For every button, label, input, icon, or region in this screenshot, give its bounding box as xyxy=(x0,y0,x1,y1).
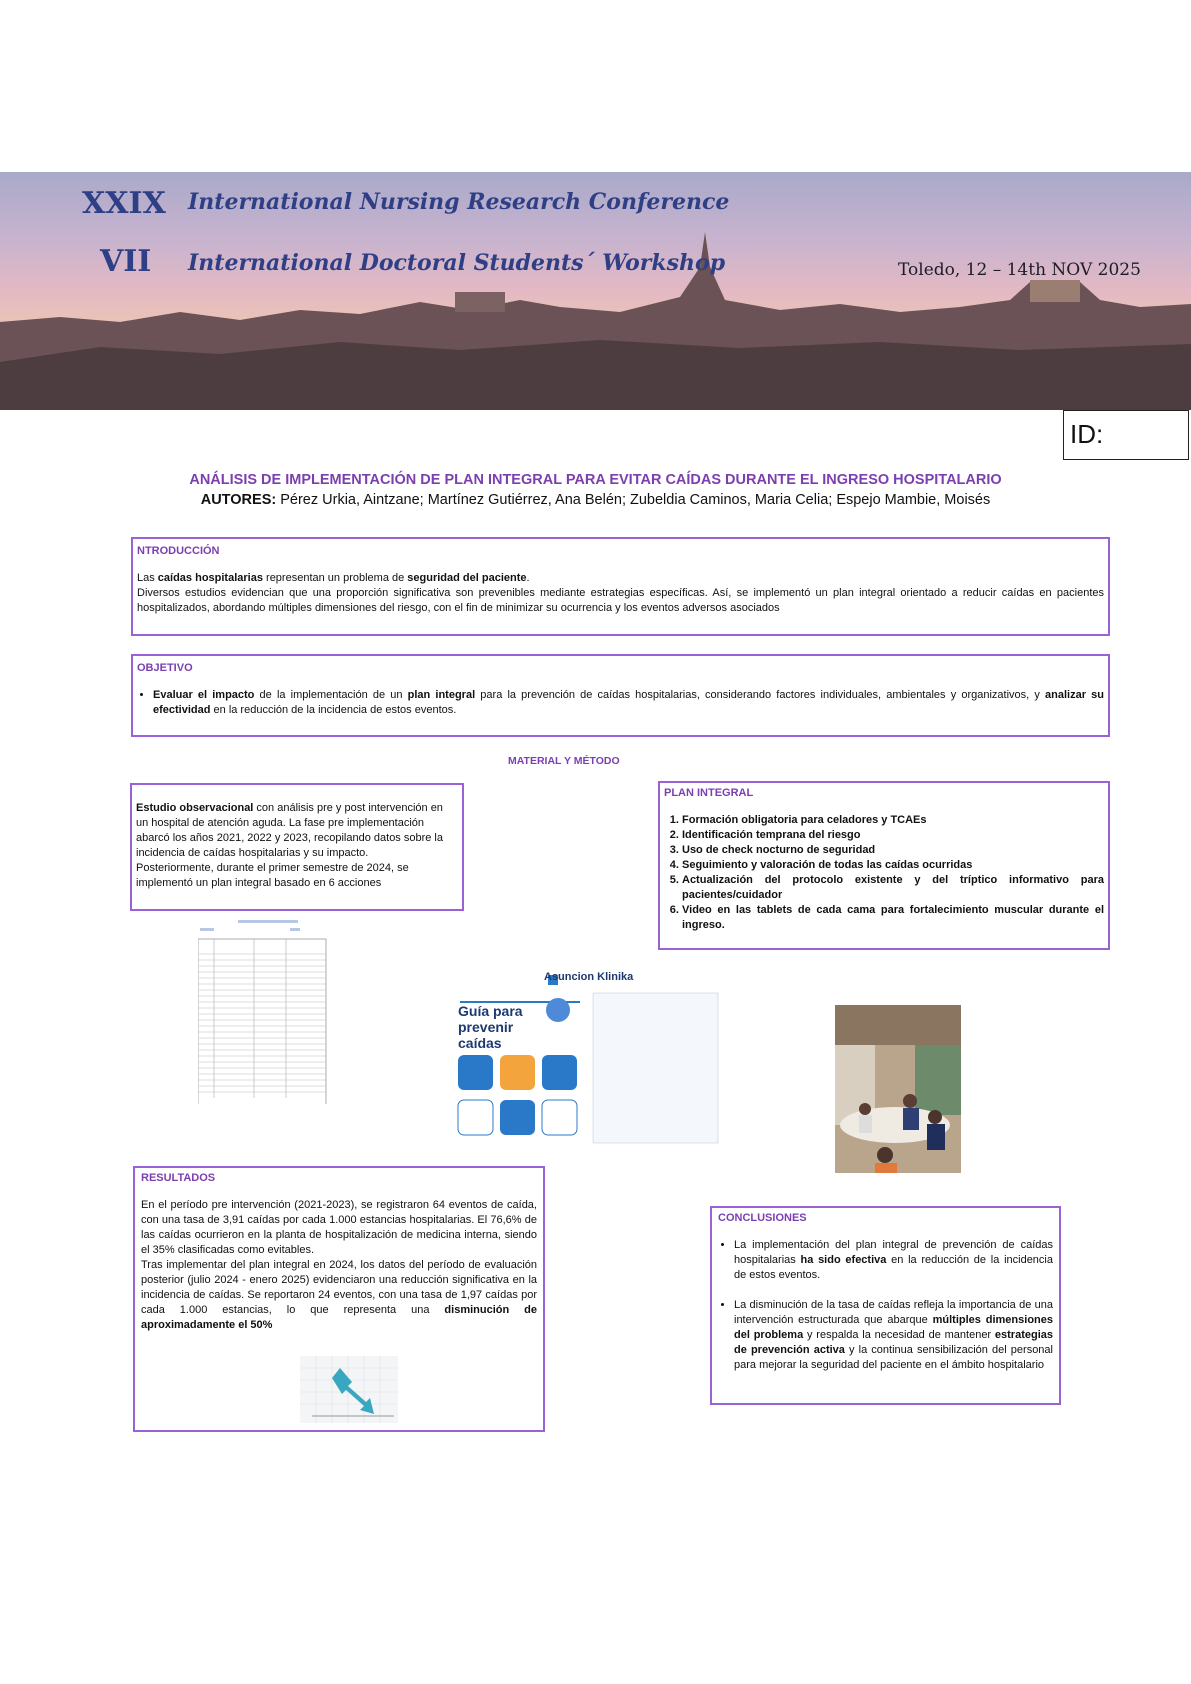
conclusion-item: • La implementación del plan integral de prevención de caídas hospitalarias ha sido efectiva en la reducción de la incidencia de estos eventos. xyxy=(734,1238,1053,1283)
method-paragraph-2: Posteriormente, durante el primer semestre de 2024, se implementó un plan integral basado en 6 acciones xyxy=(136,862,409,889)
brochure-brand: Asuncion Klinika xyxy=(544,971,634,983)
brochure-title: Guía para prevenir caídas xyxy=(458,1003,523,1051)
conference-banner xyxy=(0,172,1191,410)
objective-heading: OBJETIVO xyxy=(137,662,193,674)
intro-paragraph-2: Diversos estudios evidencian que una proporción significativa son prevenibles mediante estrategias específicas. Así, se implementó un plan integral orientado a reducir caídas en pacientes hospitalizados, abordando múltiples dimensiones del riesgo, con el fin de minimizar su ocurrencia y los eventos adversos asociados xyxy=(137,587,1104,614)
results-paragraph-2: Tras implementar del plan integral en 2024, los datos del período de evaluación posterior (julio 2024 - enero 2025) evidenciaron una reducción significativa en la incidencia de caídas. Se reportaron 24 eventos, con una tasa de 1,97 caídas por cada 1.000 estancias, lo que representa una disminución de aproximadamente el 50% xyxy=(141,1259,537,1331)
id-box: ID: xyxy=(1063,410,1189,460)
authors-label: AUTORES: xyxy=(200,492,277,508)
intro-section xyxy=(131,537,1110,636)
conclusion-item: • La disminución de la tasa de caídas refleja la importancia de una intervención estructurada que abarque múltiples dimensiones del problema y respalda la necesidad de mantener estrategias de prevención activa y la continua sensibilización del personal para mejorar la seguridad del paciente en el ámbito hospitalario xyxy=(734,1298,1053,1373)
poster-title: ANÁLISIS DE IMPLEMENTACIÓN DE PLAN INTEGRAL PARA EVITAR CAÍDAS DURANTE EL INGRESO HOSPITALARIO xyxy=(189,472,1002,488)
banner-conference-title: International Nursing Research Conference xyxy=(188,189,730,215)
objective-list xyxy=(137,688,1104,718)
intro-paragraph-1: Las caídas hospitalarias representan un problema de seguridad del paciente. xyxy=(137,572,530,584)
plan-item: 1. Formación obligatoria para celadores y TCAEs xyxy=(682,813,1104,828)
method-paragraph-1: Estudio observacional con análisis pre y post intervención en un hospital de atención aguda. La fase pre implementación abarcó los años 2021, 2022 y 2023, recopilando datos sobre la incidencia de caídas hospitalarias y su impacto. xyxy=(136,802,443,859)
conclusions-heading: CONCLUSIONES xyxy=(718,1212,807,1224)
plan-item: 5. Actualización del protocolo existente y del tríptico informativo para pacientes/cuidador xyxy=(682,873,1104,903)
conclusions-section xyxy=(710,1206,1061,1405)
authors-line xyxy=(0,492,1191,508)
downtrend-chart-image xyxy=(300,1356,398,1423)
plan-item: 4. Seguimiento y valoración de todas las caídas ocurridas xyxy=(682,858,1104,873)
intro-heading: NTRODUCCIÓN xyxy=(137,545,220,557)
plan-list xyxy=(664,813,1104,933)
plan-item: 2. Identificación temprana del riesgo xyxy=(682,828,1104,843)
results-paragraph-1: En el período pre intervención (2021-2023), se registraron 64 eventos de caída, con una tasa de 3,91 caídas por cada 1.000 estancias hospitalarias. El 76,6% de las caídas ocurrieron en la planta de hospitalización de medicina interna, siendo el 35% clasificadas como evitables. xyxy=(141,1199,537,1256)
registry-table-image xyxy=(198,918,328,1104)
plan-heading: PLAN INTEGRAL xyxy=(664,787,754,799)
banner-edition-number: XXIX xyxy=(82,186,166,221)
plan-section xyxy=(658,781,1110,950)
objective-item: • Evaluar el impacto de la implementación de un plan integral para la prevención de caídas hospitalarias, considerando factores individuales, ambientales y organizativos, y analizar su efectividad en la reducción de la incidencia de estos eventos. xyxy=(153,688,1104,718)
prevention-guide-brochure-image xyxy=(448,965,728,1153)
material-method-heading: MATERIAL Y MÉTODO xyxy=(508,755,620,767)
results-heading: RESULTADOS xyxy=(141,1172,216,1184)
method-section xyxy=(130,783,464,911)
banner-workshop-title: International Doctoral Students´ Workshop xyxy=(188,250,726,276)
authors-names: Pérez Urkia, Aintzane; Martínez Gutiérrez, Ana Belén; Zubeldia Caminos, Maria Celia; Espejo Mambie, Moisés xyxy=(276,492,991,508)
objective-section xyxy=(131,654,1110,737)
banner-workshop-number: VII xyxy=(100,244,152,279)
plan-item: 6. Video en las tablets de cada cama para fortalecimiento muscular durante el ingreso. xyxy=(682,903,1104,933)
banner-date: Toledo, 12 – 14th NOV 2025 xyxy=(898,260,1141,280)
conclusions-list xyxy=(718,1238,1053,1373)
plan-item: 3. Uso de check nocturno de seguridad xyxy=(682,843,1104,858)
team-meeting-photo xyxy=(835,1005,961,1173)
